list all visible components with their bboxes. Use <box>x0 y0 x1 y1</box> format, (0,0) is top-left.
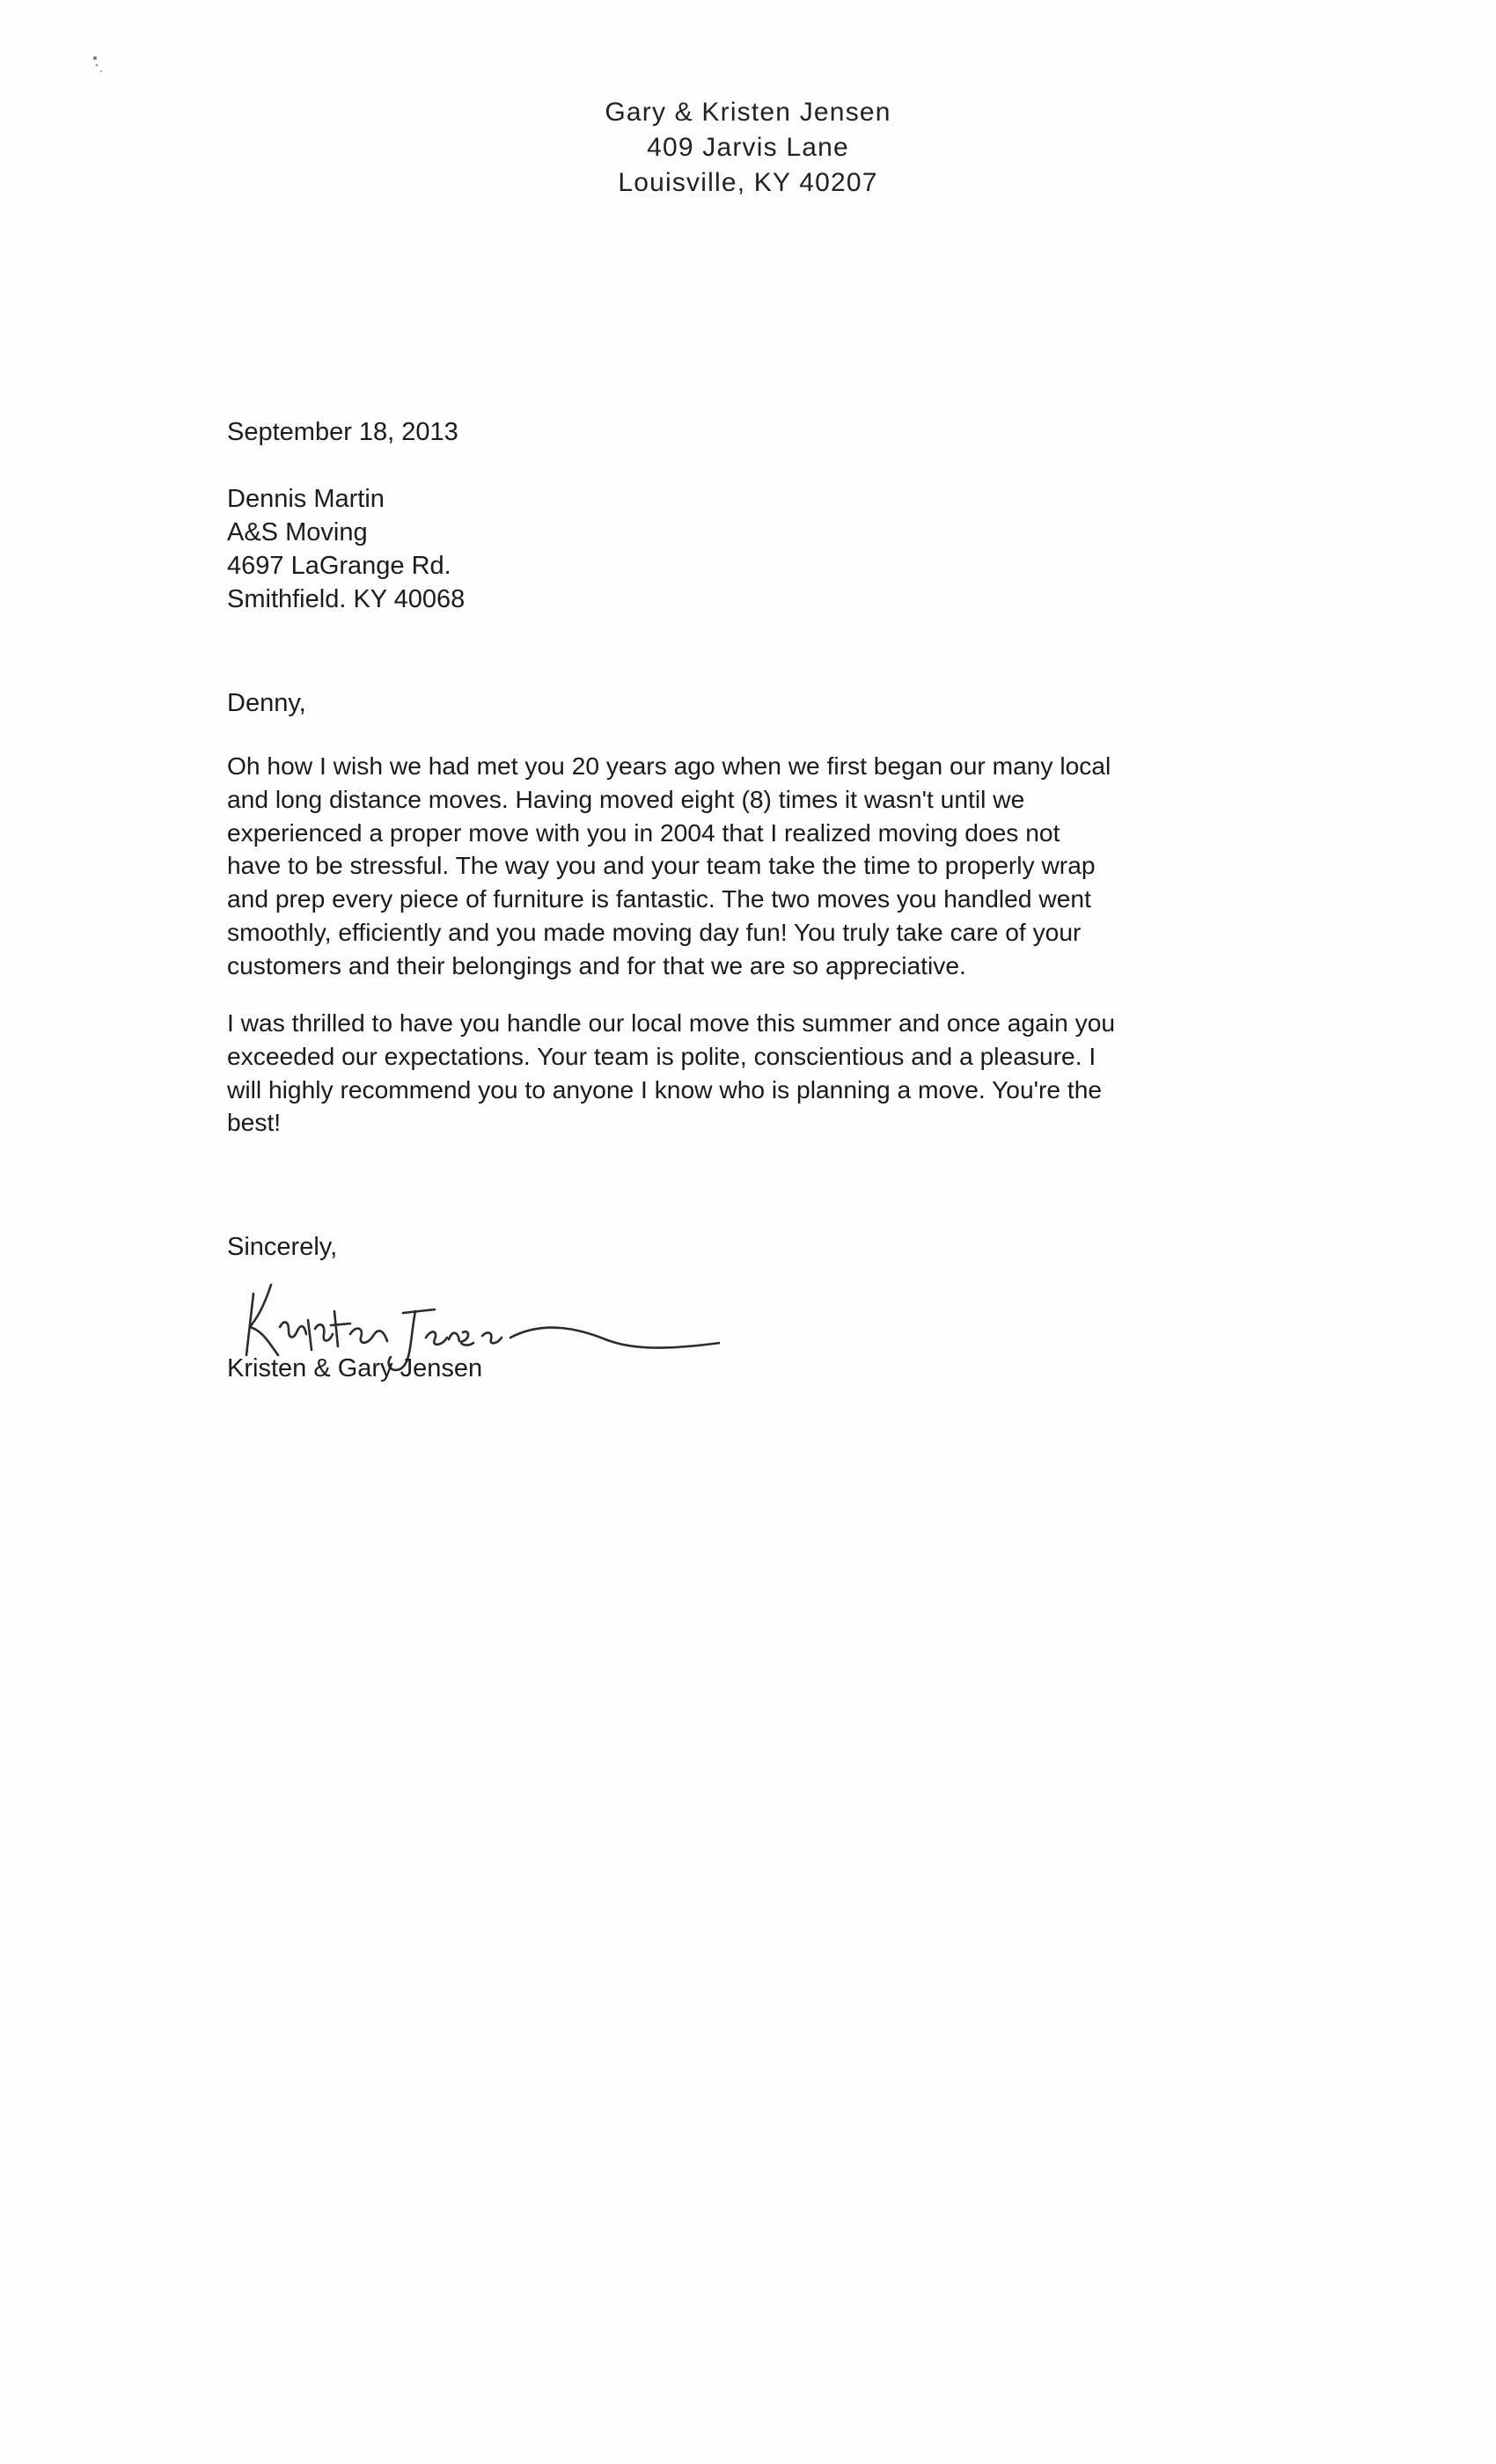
sender-name: Gary & Kristen Jensen <box>605 98 891 127</box>
closing: Sincerely, <box>227 1233 338 1261</box>
paragraph-line: and prep every piece of furniture is fantastic. The two moves you handled went <box>227 884 1091 913</box>
body-paragraph-1 <box>227 750 1111 983</box>
salutation: Denny, <box>227 689 306 717</box>
paragraph-line: and long distance moves. Having moved eight (8) times it wasn't until we <box>227 784 1025 813</box>
paragraph-line: best! <box>227 1108 282 1137</box>
recipient-company: A&S Moving <box>227 518 368 546</box>
letterhead <box>484 95 1012 201</box>
letter-date: September 18, 2013 <box>227 418 458 446</box>
paragraph-line: have to be stressful. The way you and your team take the time to properly wrap <box>227 851 1096 880</box>
sender-city-state-zip: Louisville, KY 40207 <box>618 168 878 197</box>
recipient-name: Dennis Martin <box>227 485 385 513</box>
paragraph-line: I was thrilled to have you handle our local move this summer and once again you <box>227 1008 1116 1037</box>
body-paragraph-2 <box>227 1007 1115 1140</box>
paragraph-line: smoothly, efficiently and you made moving day fun! You truly take care of your <box>227 917 1082 946</box>
recipient-address <box>227 482 465 616</box>
paragraph-line: will highly recommend you to anyone I know who is planning a move. You're the <box>227 1074 1103 1104</box>
recipient-city-state-zip: Smithfield. KY 40068 <box>227 585 466 613</box>
recipient-street: 4697 LaGrange Rd. <box>227 552 451 580</box>
scan-speck-mark <box>92 55 104 76</box>
signer-name: Kristen & Gary Jensen <box>227 1354 483 1382</box>
paragraph-line: customers and their belongings and for that we are so appreciative. <box>227 950 966 979</box>
sender-street: 409 Jarvis Lane <box>647 133 849 162</box>
paragraph-line: experienced a proper move with you in 2004 that I realized moving does not <box>227 818 1060 847</box>
paragraph-line: exceeded our expectations. Your team is polite, conscientious and a pleasure. I <box>227 1041 1096 1070</box>
paragraph-line: Oh how I wish we had met you 20 years ago when we first began our many local <box>227 752 1111 780</box>
